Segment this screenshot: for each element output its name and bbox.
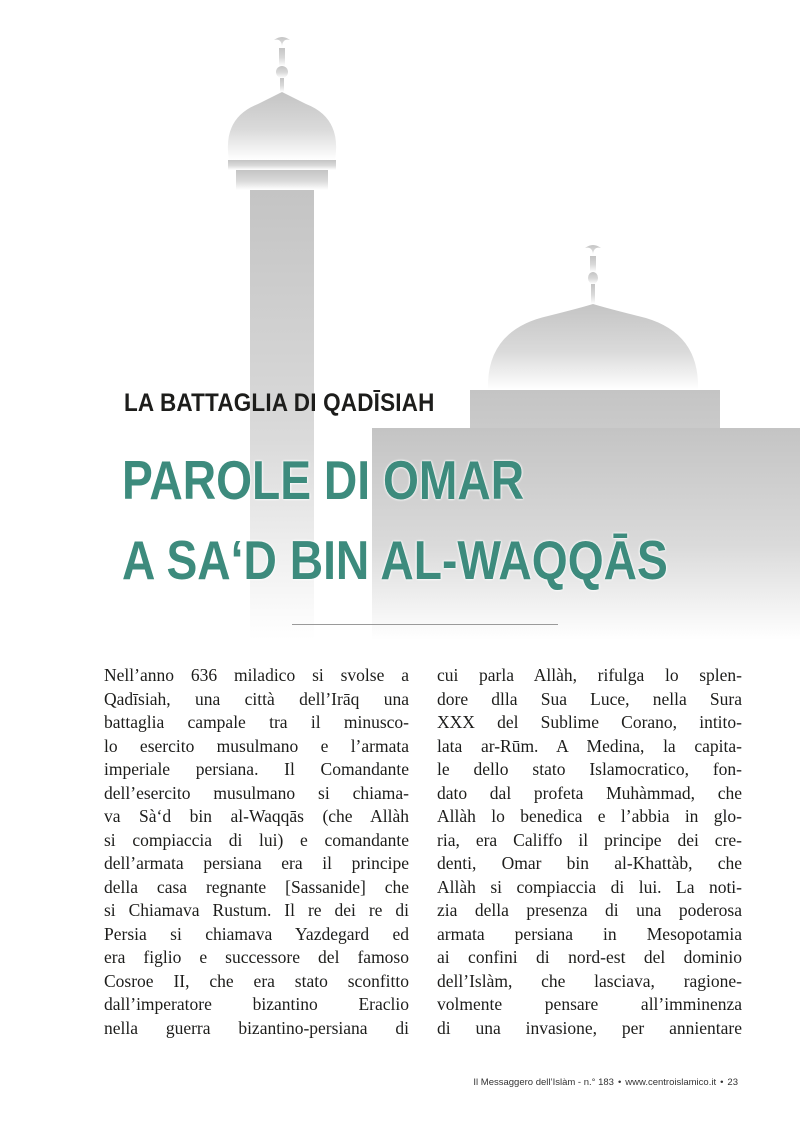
body-line: volmente pensare all’imminenza [437,994,742,1014]
body-line: ai confini di nord-est del dominio [437,947,742,967]
body-line: si compiaccia di lui) e comandante [104,829,409,850]
footer-bullet: • [720,1077,724,1088]
footer-website: www.centroislamico.it [625,1077,717,1088]
body-line: dell’esercito musulmano si chiama- [104,782,409,803]
body-line: Persia si chiamava Yazdegard ed [104,923,409,944]
body-line: Allàh si compiaccia di lui. La noti- [437,876,742,897]
body-line: dell’Islàm, che lasciava, ragione- [437,970,742,991]
body-line: Cosroe II, che era stato sconfitto [104,970,409,991]
body-line: XXX del Sublime Corano, intito- [437,712,742,732]
body-line: denti, Omar bin al-Khattàb, che [437,853,742,873]
body-line: lo esercito musulmano e l’armata [104,735,409,756]
body-line: va Sà‘d bin al-Waqqās (che Allàh [104,806,409,826]
body-line: Qadīsiah, una città dell’Irāq una [104,688,409,709]
body-line: le dello stato Islamocratico, fon- [437,759,742,779]
page-number: 23 [727,1077,738,1088]
body-line: dore dlla Sua Luce, nella Sura [437,688,742,709]
body-line: dell’armata persiana era il principe [104,853,409,873]
body-line: nella guerra bizantino-persiana di [104,1017,409,1038]
article-kicker: LA BATTAGLIA DI QADĪSIAH [124,389,435,417]
body-line: Allàh lo benedica e l’abbia in glo- [437,806,742,826]
body-line: battaglia campale tra il minusco- [104,712,409,732]
body-column-left [104,664,409,1040]
body-line: dato dal profeta Muhàmmad, che [437,782,742,803]
body-line: di una invasione, per annientare [437,1017,742,1038]
body-line: ria, era Califfo il principe dei cre- [437,829,742,850]
body-line: armata persiana in Mesopotamia [437,923,742,944]
body-line: dall’imperatore bizantino Eraclio [104,994,409,1014]
body-line: della casa regnante [Sassanide] che [104,876,409,897]
body-line: zia della presenza di una poderosa [437,900,742,920]
body-line: lata ar-Rūm. A Medina, la capita- [437,735,742,756]
headline-line: A SA‘D BIN AL-WAQQĀS [122,529,668,591]
body-line: imperiale persiana. Il Comandante [104,759,409,779]
page-footer [473,1077,738,1088]
body-line: Nell’anno 636 miladico si svolse a [104,665,409,685]
title-divider [292,624,558,625]
body-column-right [437,664,742,1040]
headline-line: PAROLE DI OMAR [122,449,525,511]
footer-bullet: • [617,1077,622,1088]
footer-publication: Il Messaggero dell’Islàm - n.° 183 [473,1077,614,1088]
body-line: si Chiamava Rustum. Il re dei re di [104,900,409,920]
body-line: era figlio e successore del famoso [104,947,409,967]
body-line: cui parla Allàh, rifulga lo splen- [437,665,742,685]
article-headline [122,440,668,600]
